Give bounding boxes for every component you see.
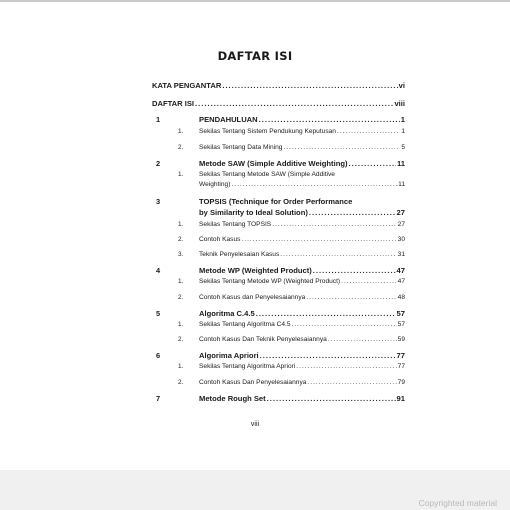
section-page: 30 (397, 236, 405, 243)
toc-entry-label: DAFTAR ISI (152, 99, 195, 108)
section-entry (199, 181, 405, 188)
section-number: 1. (178, 278, 184, 285)
section-title: Sekilas Tentang Metode WP (Weighted Product) (199, 278, 341, 285)
section-title: Contoh Kasus dan Penyelesaiannya (199, 294, 306, 301)
section-entry (199, 251, 405, 258)
chapter-entry (199, 115, 405, 124)
section-number: 1. (178, 221, 184, 228)
section-entry (199, 363, 405, 370)
dot-leader (241, 236, 396, 243)
section-page: 27 (397, 221, 405, 228)
section-page: 57 (397, 321, 405, 328)
section-entry (199, 321, 405, 328)
section-title: Sekilas Tentang TOPSIS (199, 221, 272, 228)
chapter-entry (199, 351, 405, 360)
section-number: 1. (178, 128, 184, 135)
dot-leader (259, 115, 400, 124)
dot-leader (260, 351, 396, 360)
chapter-page: 91 (396, 394, 405, 403)
dot-leader (283, 144, 400, 151)
chapter-page: 57 (396, 309, 405, 318)
dot-leader (337, 128, 400, 135)
section-page: 79 (397, 379, 405, 386)
section-number: 2. (178, 336, 184, 343)
dot-leader (313, 266, 396, 275)
section-number: 2. (178, 236, 184, 243)
chapter-number: 3 (156, 197, 161, 206)
dot-leader (267, 394, 396, 403)
page-number: viii (250, 421, 260, 428)
section-title: Sekilas Tentang Sistem Pendukung Keputusan (199, 128, 336, 135)
section-entry (199, 379, 405, 386)
chapter-page: 27 (396, 208, 405, 217)
dot-leader (296, 363, 396, 370)
dot-leader (349, 159, 396, 168)
section-page: 59 (397, 336, 405, 343)
dot-leader (280, 251, 396, 258)
section-title: Sekilas Tentang Metode SAW (Simple Additive (199, 171, 335, 178)
section-number: 2. (178, 379, 184, 386)
chapter-title-continued: by Similarity to Ideal Solution) (199, 208, 308, 217)
section-page: 47 (397, 278, 405, 285)
dot-leader (306, 294, 396, 301)
chapter-entry (199, 208, 405, 217)
dot-leader (195, 99, 393, 108)
dot-leader (292, 321, 397, 328)
section-entry (199, 278, 405, 285)
chapter-title: PENDAHULUAN (199, 115, 258, 124)
chapter-title: TOPSIS (Technique for Order Performance (199, 197, 353, 206)
section-title-continued: Weighting) (199, 181, 231, 188)
chapter-title: Metode SAW (Simple Additive Weighting) (199, 159, 348, 168)
section-page: 11 (398, 181, 405, 188)
dot-leader (222, 81, 397, 90)
dot-leader (309, 208, 396, 217)
section-entry (199, 128, 405, 135)
chapter-title: Metode WP (Weighted Product) (199, 266, 312, 275)
chapter-title: Algoritma C.4.5 (199, 309, 255, 318)
page-title: DAFTAR ISI (217, 49, 293, 63)
chapter-number: 2 (156, 159, 161, 168)
section-page: 48 (397, 294, 405, 301)
toc-entry-daftar-isi (152, 99, 405, 108)
section-entry (199, 221, 405, 228)
chapter-number: 1 (156, 115, 161, 124)
section-number: 3. (178, 251, 184, 258)
section-title: Sekilas Tentang Data Mining (199, 144, 283, 151)
dot-leader (231, 181, 397, 188)
chapter-entry (199, 394, 405, 403)
dot-leader (341, 278, 397, 285)
section-entry (199, 236, 405, 243)
chapter-title: Algorima Apriori (199, 351, 259, 360)
chapter-page: 11 (396, 159, 405, 168)
section-title: Contoh Kasus (199, 236, 241, 243)
section-page: 31 (397, 251, 405, 258)
chapter-entry (199, 266, 405, 275)
copyright-notice: Copyrighted material (418, 498, 497, 508)
section-number: 2. (178, 144, 184, 151)
chapter-title: Metode Rough Set (199, 394, 266, 403)
section-number: 1. (178, 363, 184, 370)
section-title: Contoh Kasus Dan Penyelesaiannya (199, 379, 307, 386)
chapter-entry (199, 159, 405, 168)
section-page: 1 (401, 128, 405, 135)
section-page: 77 (397, 363, 405, 370)
section-number: 1. (178, 321, 184, 328)
toc-entry-page: viii (394, 99, 405, 108)
dot-leader (272, 221, 396, 228)
dot-leader (307, 379, 396, 386)
section-entry (199, 294, 405, 301)
section-number: 1. (178, 171, 184, 178)
section-entry (199, 144, 405, 151)
chapter-number: 5 (156, 309, 161, 318)
section-number: 2. (178, 294, 184, 301)
dot-leader (256, 309, 396, 318)
chapter-page: 77 (396, 351, 405, 360)
dot-leader (328, 336, 397, 343)
chapter-page: 47 (396, 266, 405, 275)
chapter-number: 4 (156, 266, 161, 275)
chapter-number: 6 (156, 351, 161, 360)
toc-entry-page: vi (398, 81, 405, 90)
section-title: Sekilas Tentang Algoritma C4.5 (199, 321, 291, 328)
toc-entry-label: KATA PENGANTAR (152, 81, 222, 90)
section-title: Contoh Kasus Dan Teknik Penyelesaiannya (199, 336, 327, 343)
section-title: Teknik Penyelesaian Kasus (199, 251, 280, 258)
section-page: 5 (401, 144, 405, 151)
chapter-page: 1 (400, 115, 405, 124)
section-entry (199, 336, 405, 343)
chapter-number: 7 (156, 394, 161, 403)
toc-entry-kata-pengantar (152, 81, 405, 90)
chapter-entry (199, 309, 405, 318)
section-title: Sekilas Tentang Algoritma Apriori (199, 363, 296, 370)
